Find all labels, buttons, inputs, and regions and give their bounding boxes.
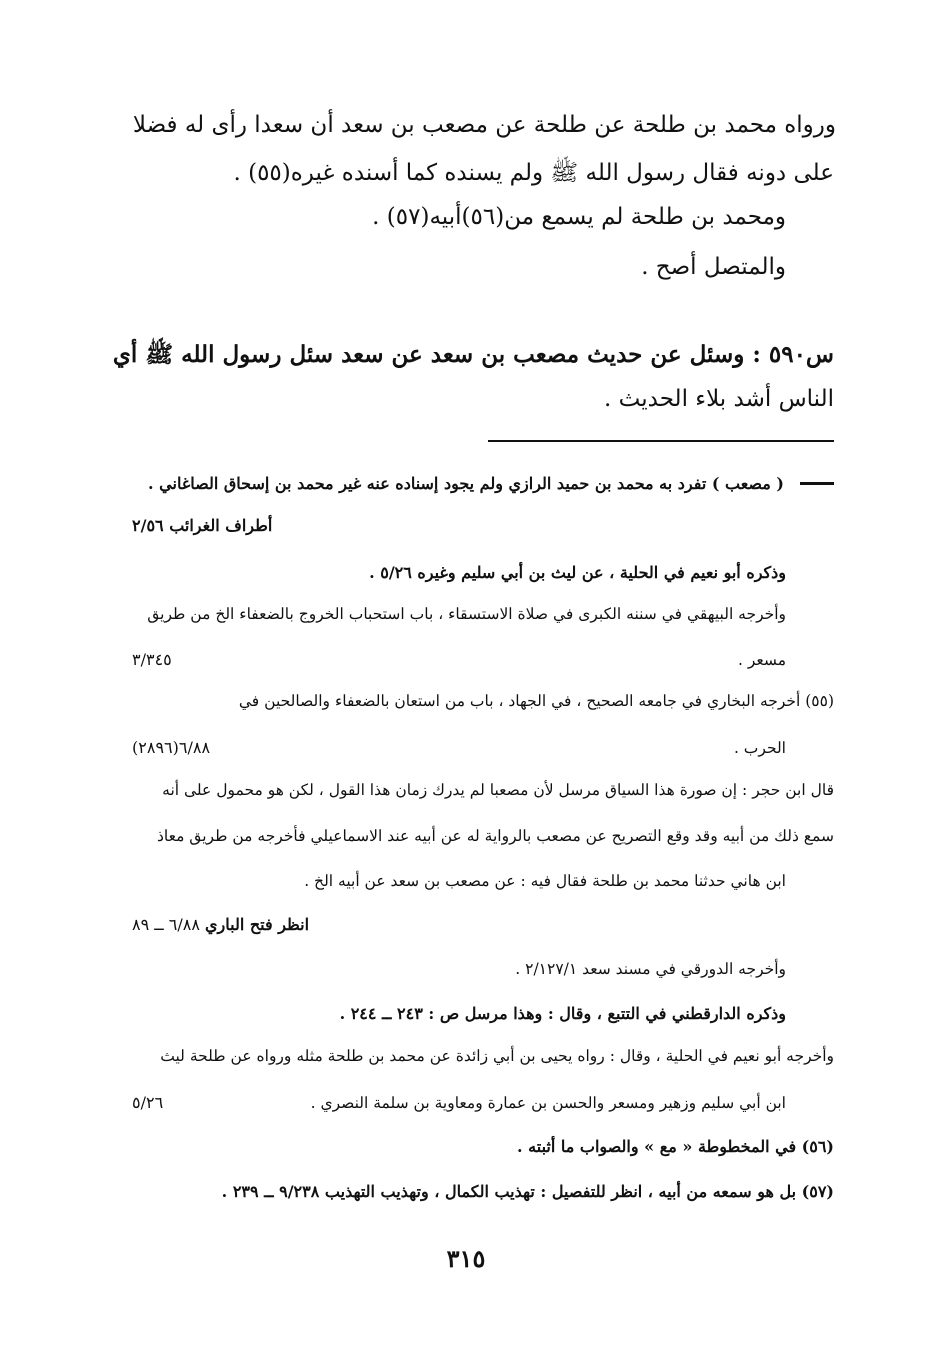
note-55-ref-3: ٥/٢٦	[132, 1093, 164, 1112]
footnote-dash-mark	[800, 482, 834, 485]
note-55-line-9: ابن أبي سليم وزهير ومسعر والحسن بن عمارة ومعاوية بن سلمة النصري .	[310, 1094, 786, 1112]
note-55-line-8: وأخرجه أبو نعيم في الحلية ، وقال : رواه يحيى بن أبي زائدة عن محمد بن طلحة مثله ورواه عن طلحة ليث	[160, 1047, 834, 1065]
footnote-abu-nuaym-1: وذكره أبو نعيم في الحلية ، عن ليث بن أبي سليم وغيره ٥/٢٦ .	[369, 563, 786, 582]
note-55-ref-fath-label: انظر فتح الباري	[205, 915, 310, 934]
question-line-2: الناس أشد بلاء الحديث .	[604, 386, 834, 412]
footnote-separator	[488, 440, 834, 442]
note-55-line-4: سمع ذلك من أبيه وقد وقع التصريح عن مصعب بالرواية له عن أبيه عند الاسماعيلي فأخرجه من طريق معاذ	[156, 827, 834, 845]
footnote-bayhaqi-ref: ٣/٣٤٥	[132, 650, 172, 669]
note-55-line-5: ابن هاني حدثنا محمد بن طلحة فقال فيه : عن مصعب بن سعد عن أبيه الخ .	[304, 872, 786, 890]
note-55-line-3: قال ابن حجر : إن صورة هذا السياق مرسل لأن مصعبا لم يدرك زمان هذا القول ، لكن هو محمول على أنه	[162, 781, 834, 799]
main-text-line-4: والمتصل أصح .	[641, 254, 786, 280]
main-text-line-2: على دونه فقال رسول الله ﷺ ولم يسنده كما أسنده غيره(٥٥) .	[233, 160, 834, 186]
note-55-ref: ٦/٨٨(٢٨٩٦)	[132, 738, 211, 757]
note-55-ref-fath	[132, 915, 309, 934]
footnote-bayhaqi-line-1: وأخرجه البيهقي في سننه الكبرى في صلاة الاستسقاء ، باب استحباب الخروج بالضعفاء الخ من طريق	[147, 605, 786, 623]
main-text-line-1: ورواه محمد بن طلحة عن طلحة عن مصعب بن سعد أن سعدا رأى له فضلا	[132, 112, 836, 138]
note-55-line-7: وذكره الدارقطني في التتبع ، وقال : وهذا مرسل ص : ٢٤٣ ــ ٢٤٤ .	[339, 1004, 786, 1023]
note-55-line-6: وأخرجه الدورقي في مسند سعد ٢/١٢٧/١ .	[515, 960, 786, 978]
page-number: ٣١٥	[446, 1244, 486, 1273]
note-55-line-2: الحرب .	[733, 739, 786, 757]
note-57: (٥٧) بل هو سمعه من أبيه ، انظر للتفصيل : تهذيب الكمال ، وتهذيب التهذيب ٩/٢٣٨ ــ ٢٣٩ .	[221, 1182, 834, 1201]
footnote-ref-atraf: أطراف الغرائب ٢/٥٦	[132, 516, 273, 535]
note-55-line-1: (٥٥) أخرجه البخاري في جامعه الصحيح ، في الجهاد ، باب من استعان بالضعفاء والصالحين في	[238, 692, 834, 710]
question-line-1: س٥٩٠ : وسئل عن حديث مصعب بن سعد عن سعد سئل رسول الله ﷺ أي	[112, 341, 834, 368]
footnote-musab: ( مصعب ) تفرد به محمد بن حميد الرازي ولم يجود إسناده عنه غير محمد بن إسحاق الصاغاني .	[148, 474, 784, 493]
note-56: (٥٦) في المخطوطة « مع » والصواب ما أثبته .	[517, 1137, 834, 1156]
footnote-bayhaqi-line-2: مسعر .	[737, 651, 786, 669]
note-55-ref-fath-value: ٦/٨٨ ــ ٨٩	[132, 915, 200, 934]
main-text-line-3: ومحمد بن طلحة لم يسمع من(٥٦)أبيه(٥٧) .	[372, 204, 786, 230]
